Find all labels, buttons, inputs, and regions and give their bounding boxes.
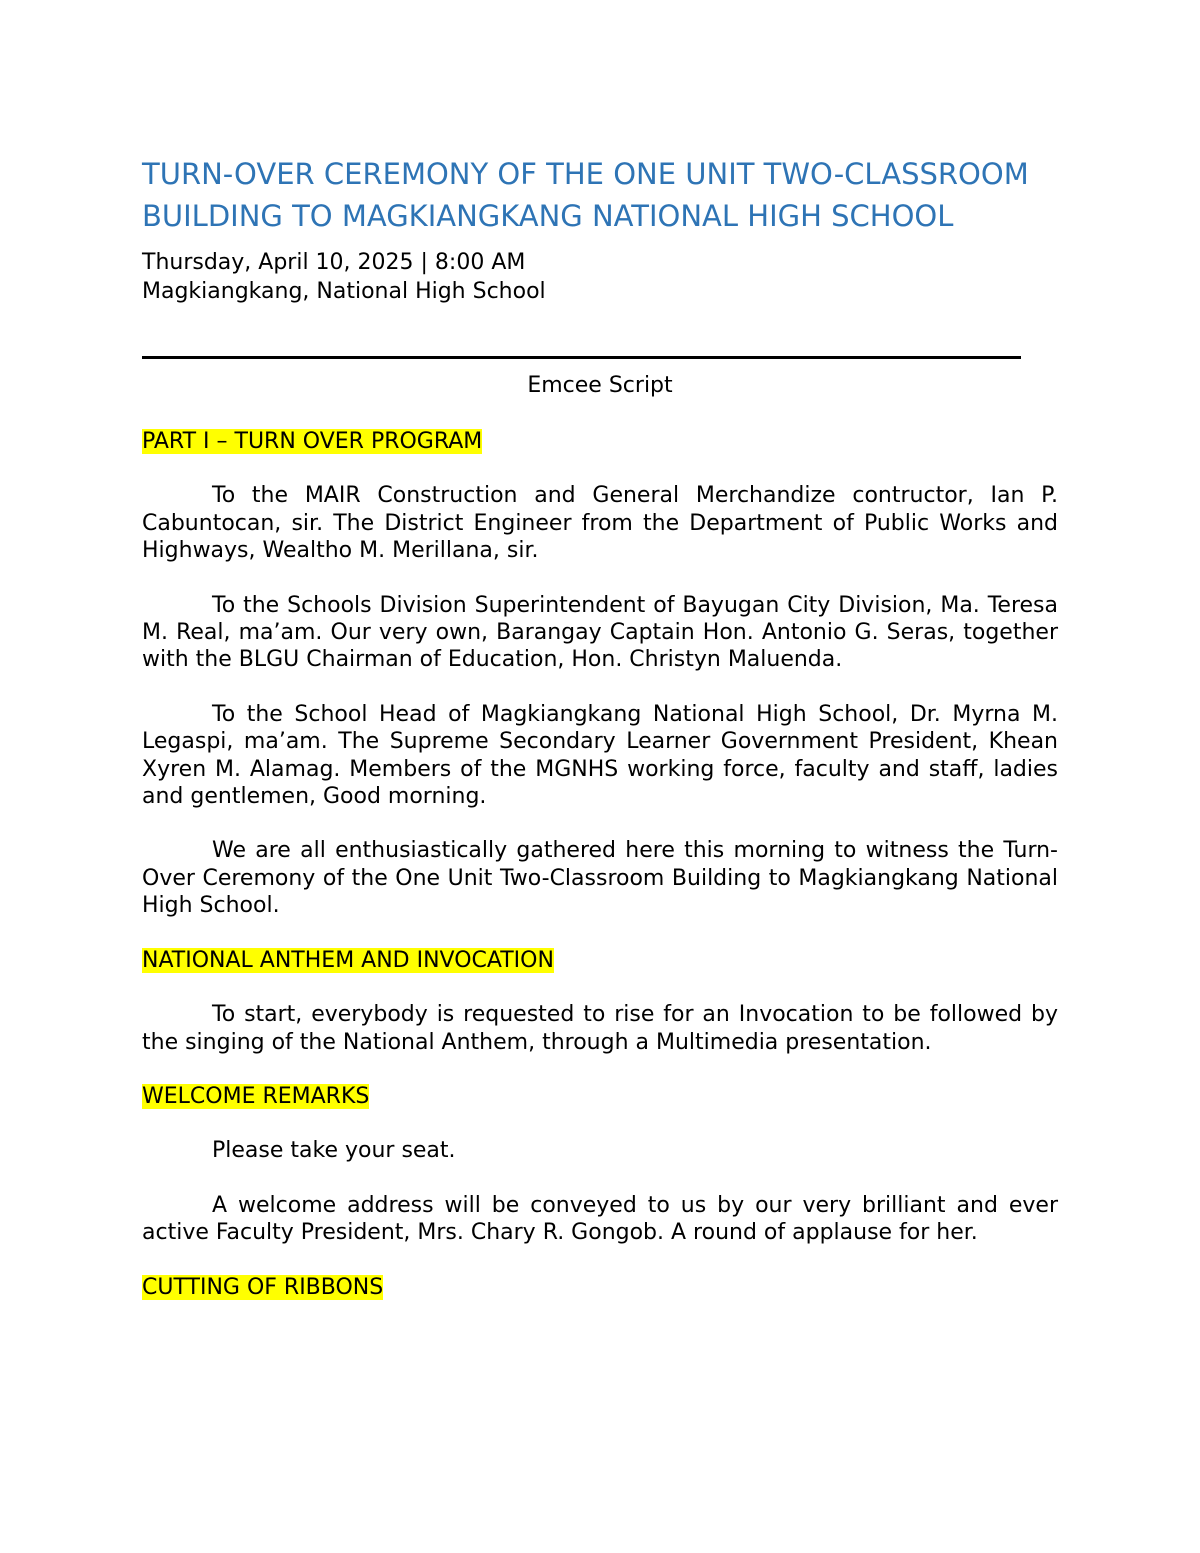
paragraph: To start, everybody is requested to rise for an Invocation to be followed by the singing of the National Anthem, through a Multimedia presentation. — [142, 1002, 1058, 1055]
section-heading-part1 — [142, 428, 1058, 455]
paragraph: To the MAIR Construction and General Merchandize contructor, Ian P. Cabuntocan, sir. The District Engineer from the Department of Public Works and Highways, Wealtho M. Merillana, sir. — [142, 483, 1058, 564]
highlighted-heading: NATIONAL ANTHEM AND INVOCATION — [142, 947, 554, 973]
event-meta — [142, 249, 1058, 306]
paragraph: To the Schools Division Superintendent of Bayugan City Division, Ma. Teresa M. Real, ma’am. Our very own, Barangay Captain Hon. Antonio G. Seras, together with the BLGU Chairman of Education, Hon. Christyn Maluenda. — [142, 592, 1058, 673]
document-body — [142, 428, 1058, 1301]
document-title: TURN-OVER CEREMONY OF THE ONE UNIT TWO-CLASSROOM BUILDING TO MAGKIANGKANG NATIONAL HIGH SCHOOL — [142, 157, 1029, 233]
event-venue: Magkiangkang, National High School — [142, 278, 546, 304]
event-date-time: Thursday, April 10, 2025 | 8:00 AM — [142, 250, 526, 275]
document-subtitle: Emcee Script — [527, 373, 673, 398]
document-header — [142, 154, 1058, 306]
paragraph: Please take your seat. — [212, 1138, 456, 1164]
paragraph: To the School Head of Magkiangkang National High School, Dr. Myrna M. Legaspi, ma’am. The Supreme Secondary Learner Government President, Khean Xyren M. Alamag. Members of the MGNHS working force, faculty and staff, ladies and gentlemen, Good morning. — [142, 701, 1058, 810]
highlighted-heading: PART I – TURN OVER PROGRAM — [142, 429, 483, 454]
section-heading-welcome — [142, 1083, 1058, 1110]
section-heading-anthem — [142, 947, 1058, 974]
section-heading-ribbons — [142, 1274, 1058, 1301]
paragraph: A welcome address will be conveyed to us by our very brilliant and ever active Faculty President, Mrs. Chary R. Gongob. A round of applause for her. — [142, 1192, 1058, 1246]
highlighted-heading: WELCOME REMARKS — [142, 1083, 370, 1109]
highlighted-heading: CUTTING OF RIBBONS — [142, 1274, 384, 1300]
header-divider — [142, 356, 1021, 359]
paragraph: We are all enthusiastically gathered here this morning to witness the Turn-Over Ceremony of the One Unit Two-Classroom Building to Magkiangkang National High School. — [142, 838, 1058, 919]
